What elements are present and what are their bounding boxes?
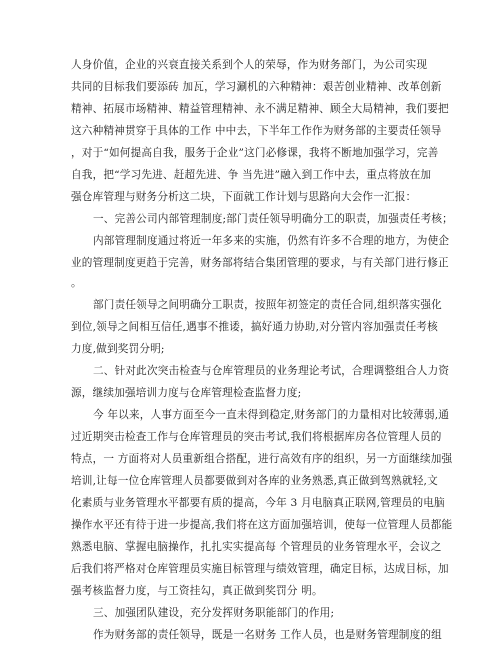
- text-line: 后我们将严格对仓库管理员实施目标管理与绩效管理，确定目标，达成目标，加: [71, 563, 449, 575]
- text-line: 部门责任领导之间明确分工职责，按照年初签定的责任合同,组织落实强化: [93, 299, 442, 311]
- text-line: 一、完善公司内部管理制度;部门责任领导明确分工的职责，加强责任考核；: [93, 213, 453, 225]
- text-line: 内部管理制度通过将近一年多来的实施，仍然有许多不合理的地方，为使企: [93, 235, 450, 247]
- text-line: 强仓库管理与财务分析这二块，下面就工作计划与思路向大会作一汇报：: [71, 191, 417, 203]
- text-line: 强考核监督力度，与工资挂勾，真正做到奖罚分 明。: [71, 585, 323, 597]
- text-line: 过近期突击检查工作与仓库管理员的突击考试,我们将根据库房各位管理人员的: [71, 431, 442, 443]
- text-line: 共同的目标我们要添砖 加瓦，学习涮机的六种精神：艰苦创业精神、改革创新: [71, 81, 442, 93]
- text-line: 精神、拓展市场精神、精益管理精神、永不满足精神、顾全大局精神，我们要把: [71, 103, 449, 115]
- text-line: 三、加强团队建设，充分发挥财务职能部门的作用;: [93, 607, 335, 619]
- text-line: 化素质与业务管理水平都要有质的提高，今年 3 月电脑真正联网,管理员的电脑: [71, 497, 445, 509]
- text-line: 人身价值，企业的兴衰直接关系到个人的荣辱，作为财务部门，为公司实现: [71, 59, 428, 71]
- text-line: 操作水平还有待于进一步提高,我们将在这方面加强培训，使每一位管理人员都能: [71, 519, 453, 531]
- text-line: 。: [71, 277, 82, 289]
- text-line: 这六种精神贯穿于具体的工作 中中去，下半年工作作为财务部的主要责任领导: [71, 125, 442, 137]
- text-line: ，对于“如何提高自我，服务于企业”这门必修课，我将不断地加强学习，完善: [71, 147, 439, 159]
- text-line: 到位,领导之间相互信任,遇事不推诿，搞好通力协助,对分管内容加强责任考核: [71, 321, 438, 333]
- text-line: 自我，把“学习先进、赶超先进、争 当先进”融入到工作中去，重点将放在加: [71, 169, 432, 181]
- text-line: 特点，一 方面将对人员重新组合搭配，进行高效有序的组织，另一方面继续加强: [71, 453, 453, 465]
- text-line: 作为财务部的责任领导，既是一名财务 工作人员，也是财务管理制度的组: [93, 629, 442, 641]
- text-line: 二、针对此次突击检查与仓库管理员的业务理论考试，合理调整组合人力资: [93, 365, 450, 377]
- text-line: 培训,让每一位仓库管理人员都要做到对各库的业务熟悉,真正做到驾熟就轻,文: [71, 475, 438, 487]
- text-line: 源，继续加强培训力度与仓库管理检查监督力度;: [71, 387, 302, 399]
- text-line: 力度,做到奖罚分明;: [71, 343, 165, 355]
- text-line: 熟悉电脑、掌握电脑操作，扎扎实实提高每 个管理员的业务管理水平，会议之: [71, 541, 442, 553]
- text-line: 今 年以来，人事方面至今一直未得到稳定,财务部门的力量相对比较薄弱,通: [93, 409, 450, 421]
- text-line: 业的管理制度更趋于完善，财务部将结合集团管理的要求，与有关部门进行修正: [71, 257, 449, 269]
